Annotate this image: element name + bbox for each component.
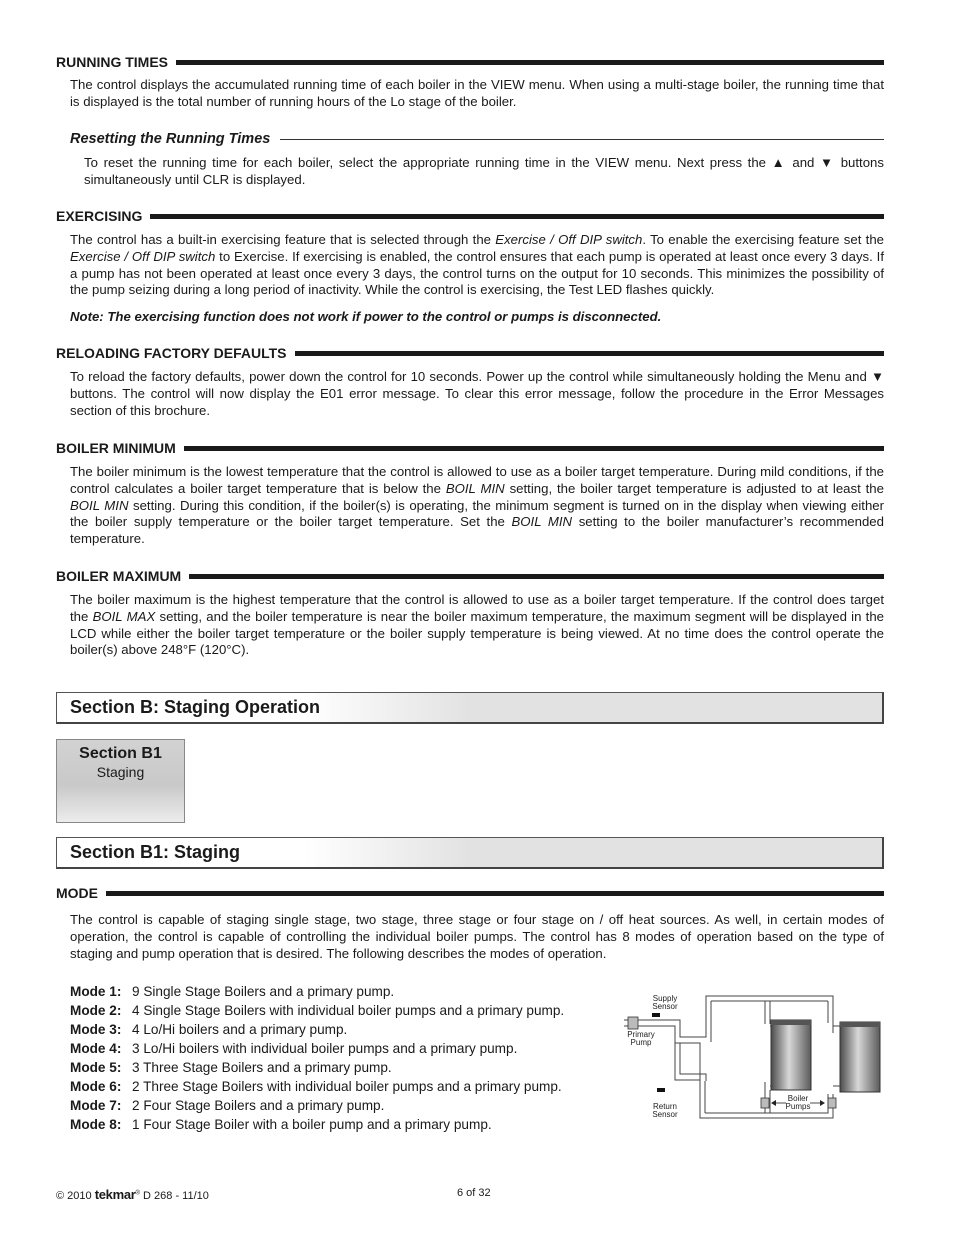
supply-sensor-icon xyxy=(652,1013,660,1017)
heading-text: RUNNING TIMES xyxy=(56,54,168,70)
section-b1-title-bar xyxy=(56,837,884,869)
mode-body: The control is capable of staging single stage, two stage, three stage or four stage on / off heat sources. As well, in certain modes of operation, the control is capable of controlling the individual boiler pumps. The control has 8 modes of operation based on the type of staging and pump operation that is desired. The following describes the modes of operation. xyxy=(70,912,884,961)
heading-text: MODE xyxy=(56,885,98,901)
heading-rule xyxy=(106,891,884,896)
running-times-heading xyxy=(56,54,884,70)
mode-item: Mode 1: 9 Single Stage Boilers and a primary pump. xyxy=(70,984,395,999)
subheading-rule xyxy=(280,139,884,140)
mode-item: Mode 6: 2 Three Stage Boilers with individual boiler pumps and a primary pump. xyxy=(70,1079,562,1094)
supply-sensor-label-1: Supply xyxy=(652,994,678,1003)
return-sensor-icon xyxy=(657,1088,665,1092)
return-sensor-label-1: Return xyxy=(652,1102,678,1111)
mode-heading xyxy=(56,885,884,901)
boiler-minimum-body: The boiler minimum is the lowest temperature that the control is allowed to use as a boiler target temperature. During mild conditions, if the control calculates a boiler target temperature that is below the BOIL MIN setting, the boiler target temperature is adjusted to at least the BOIL MIN setting. During this condition, if the boiler(s) is operating, the minimum segment is turned on in the display when viewing either the boiler supply temperature or the boiler target temperature. Set the BOIL MIN setting to the boiler manufacturer’s recommended temperature. xyxy=(70,464,884,547)
mode-list xyxy=(70,982,564,1134)
reloading-factory-defaults-body: To reload the factory defaults, power down the control for 10 seconds. Power up the control while simultaneously holding the Menu and ▼ buttons. The control will now display the E01 error message. To clear this error message, follow the procedure in the Error Messages section of this brochure. xyxy=(70,369,884,418)
supply-sensor-label-2: Sensor xyxy=(652,1002,678,1011)
section-b-title-bar xyxy=(56,692,884,724)
page-number: 6 of 32 xyxy=(457,1187,491,1199)
boiler-pumps-label-1: Boiler xyxy=(787,1094,809,1103)
mode-item: Mode 8: 1 Four Stage Boiler with a boiler pump and a primary pump. xyxy=(70,1117,492,1132)
heading-rule xyxy=(150,214,884,219)
section-b1-box-subtitle: Staging xyxy=(96,764,145,780)
up-arrow-icon: ▲ xyxy=(771,155,787,170)
down-arrow-icon: ▼ xyxy=(870,369,884,384)
heading-text: EXERCISING xyxy=(56,208,143,224)
boiler-2-icon xyxy=(840,1022,880,1092)
primary-pump-label-1: Primary xyxy=(627,1030,655,1039)
heading-rule xyxy=(295,351,885,356)
boiler-1-icon xyxy=(771,1020,811,1090)
mode-item: Mode 7: 2 Four Stage Boilers and a primary pump. xyxy=(70,1098,385,1113)
boiler-piping-diagram xyxy=(614,986,886,1136)
heading-text: BOILER MAXIMUM xyxy=(56,568,182,584)
heading-rule xyxy=(184,446,884,451)
subheading-text: Resetting the Running Times xyxy=(70,131,271,147)
tekmar-logo: tekmar xyxy=(94,1187,136,1202)
section-b1-box-title: Section B1 xyxy=(79,745,162,762)
boiler-pump-2-icon xyxy=(828,1098,836,1108)
boiler-pump-1-icon xyxy=(761,1098,769,1108)
mode-item: Mode 4: 3 Lo/Hi boilers with individual boiler pumps and a primary pump. xyxy=(70,1041,518,1056)
exercising-body: The control has a built-in exercising feature that is selected through the Exercise / Off DIP switch. To enable the exercising feature set the Exercise / Off DIP switch to Exercise. If exercising is enabled, the control ensures that each pump is operated at least once every 3 days. If a pump has not been operated at least once every 3 days, the control turns on the output for 10 seconds. This minimizes the possibility of the pump seizing during a long period of inactivity. While the control is exercising, the Test LED flashes quickly. xyxy=(70,232,884,298)
document-number: D 268 - 11/10 xyxy=(143,1190,209,1202)
boiler-minimum-heading xyxy=(56,440,884,456)
return-sensor-label-2: Sensor xyxy=(652,1110,678,1119)
footer-left: © 2010 tekmar® D 268 - 11/10 xyxy=(56,1187,209,1202)
heading-rule xyxy=(189,574,884,579)
exercising-note: Note: The exercising function does not work if power to the control or pumps is disconnected. xyxy=(70,309,662,324)
exercising-heading xyxy=(56,208,884,224)
mode-item: Mode 2: 4 Single Stage Boilers with individual boiler pumps and a primary pump. xyxy=(70,1003,565,1018)
reloading-factory-defaults-heading xyxy=(56,345,884,361)
running-times-body: The control displays the accumulated running time of each boiler in the VIEW menu. When using a multi-stage boiler, the running time that is displayed is the total number of running hours of the Lo stage of the boiler. xyxy=(70,77,884,109)
heading-rule xyxy=(176,60,884,65)
down-arrow-icon: ▼ xyxy=(820,155,836,170)
resetting-running-times-heading xyxy=(70,131,884,147)
heading-text: BOILER MINIMUM xyxy=(56,440,176,456)
copyright: © 2010 xyxy=(56,1190,92,1202)
section-title: Section B1: Staging xyxy=(70,842,241,862)
primary-pump-icon xyxy=(628,1017,638,1029)
mode-item: Mode 3: 4 Lo/Hi boilers and a primary pump. xyxy=(70,1022,348,1037)
section-b1-box xyxy=(56,739,185,823)
boiler-pumps-label-2: Pumps xyxy=(785,1102,811,1111)
boiler-maximum-heading xyxy=(56,568,884,584)
mode-item: Mode 5: 3 Three Stage Boilers and a primary pump. xyxy=(70,1060,392,1075)
heading-text: RELOADING FACTORY DEFAULTS xyxy=(56,345,287,361)
resetting-running-times-body: To reset the running time for each boiler, select the appropriate running time in the VIEW menu. Next press the ▲ and ▼ buttons simultaneously until CLR is displayed. xyxy=(84,155,884,187)
section-title: Section B: Staging Operation xyxy=(70,697,321,717)
boiler-maximum-body: The boiler maximum is the highest temperature that the control is allowed to use as a boiler target temperature. If the control does target the BOIL MAX setting, and the boiler temperature is near the boiler maximum temperature, the maximum segment will be displayed in the LCD while either the boiler target temperature or the boiler supply temperature is being viewed. At no time does the control operate the boiler(s) above 248°F (120°C). xyxy=(70,592,885,658)
primary-pump-label-2: Pump xyxy=(630,1038,652,1047)
